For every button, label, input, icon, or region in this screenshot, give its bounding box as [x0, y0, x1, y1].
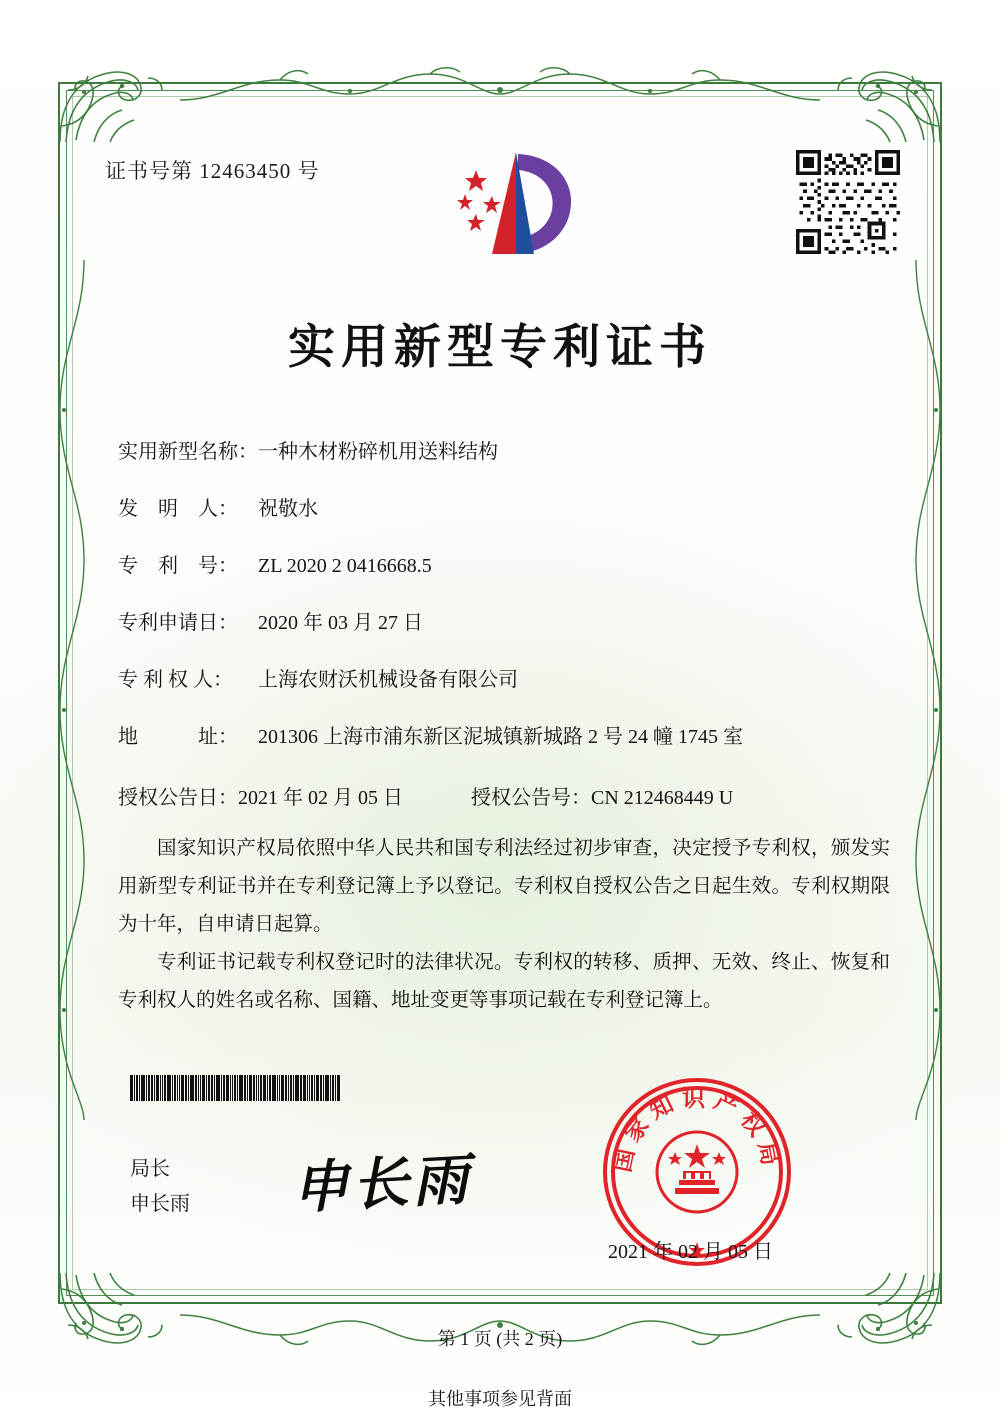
right-edge-ornament-icon: [910, 260, 950, 1120]
seal-date: 2021 年 02 月 05 日: [608, 1241, 773, 1263]
grant-date-value: 2021 年 02 月 05 日: [238, 787, 403, 809]
field-row: [118, 610, 900, 636]
svg-text:国家知识产权局: 国家知识产权局: [608, 1085, 786, 1175]
signature-name: 申长雨: [130, 1193, 190, 1215]
field-value: 2020 年 03 月 27 日: [258, 612, 423, 634]
qr-code: [796, 150, 900, 254]
legal-paragraph: 专利证书记载专利权登记时的法律状况。专利权的转移、质押、无效、终止、恢复和专利权人的姓名或名称、国籍、地址变更等事项记载在专利登记簿上。: [118, 952, 890, 1012]
page-number: 第 1 页 (共 2 页): [437, 1329, 563, 1349]
grant-number-label: 授权公告号：: [471, 787, 591, 809]
field-row: [118, 724, 900, 750]
field-label: 专 利 号：: [118, 555, 238, 577]
field-label: 地 址：: [118, 726, 238, 748]
page-title: 实用新型专利证书: [288, 320, 712, 375]
legal-paragraph: 国家知识产权局依照中华人民共和国专利法经过初步审查，决定授予专利权，颁发实用新型专利证书并在专利登记簿上予以登记。专利权自授权公告之日起生效。专利权期限为十年，自申请日起算。: [118, 838, 890, 936]
top-edge-ornament-icon: [180, 60, 820, 104]
field-label: 实用新型名称：: [118, 441, 258, 463]
field-value: 201306 上海市浦东新区泥城镇新城路 2 号 24 幢 1745 室: [258, 726, 743, 748]
signature-block: [130, 1152, 190, 1222]
grant-number-value: CN 212468449 U: [591, 787, 734, 809]
field-value: ZL 2020 2 0416668.5: [258, 555, 432, 577]
handwritten-signature: 申长雨: [290, 1146, 474, 1222]
field-label: 发 明 人：: [118, 498, 238, 520]
grant-announcement-row: [118, 781, 900, 810]
field-list: [100, 439, 900, 810]
certificate-number: 证书号第 12463450 号: [105, 159, 320, 183]
field-value: 上海农财沃机械设备有限公司: [258, 669, 518, 691]
field-label: 专利申请日：: [118, 612, 238, 634]
field-row: [118, 667, 900, 693]
field-value: 一种木材粉碎机用送料结构: [258, 441, 498, 463]
field-row: [118, 553, 900, 579]
left-edge-ornament-icon: [50, 260, 90, 1120]
certificate-content: [100, 130, 900, 1020]
footer-note: 其他事项参见背面: [428, 1389, 572, 1409]
grant-date-label: 授权公告日：: [118, 787, 238, 809]
field-row: [118, 496, 900, 522]
field-row: [118, 439, 900, 465]
patent-emblem-icon: [430, 142, 580, 272]
field-label: 专 利 权 人：: [118, 669, 233, 691]
barcode: [130, 1075, 392, 1101]
signature-role: 局长: [130, 1158, 170, 1180]
field-value: 祝敬水: [258, 498, 318, 520]
legal-text: [100, 830, 900, 1020]
